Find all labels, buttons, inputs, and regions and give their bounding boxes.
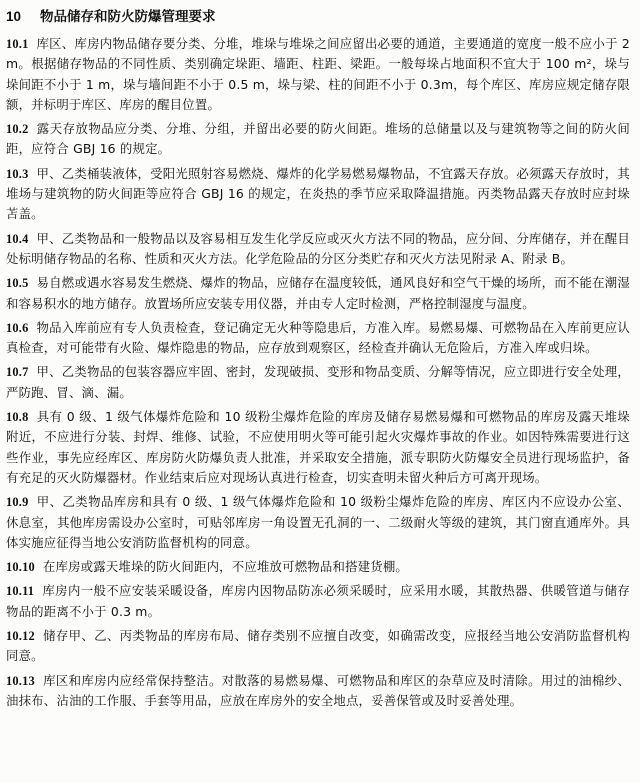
clause-text: 易自燃或遇水容易发生燃烧、爆炸的物品，应储存在温度较低，通风良好和空气干燥的场所，而不能在潮湿和容易积水的地方储存。放置场所应安装专用仪器，并由专人定时检测，严格控制湿度与温度。 [6,275,630,311]
clause-text: 甲、乙类物品库房和具有 0 级、1 级气体爆炸危险和 10 级粉尘爆炸危险的库房、库区内不应设办公室、休息室，其他库房需设办公室时，可贴邻库房一角设置无孔洞的一、二级耐火等级的建筑，其门窗直通库外。具体实施应征得当地公安消防监督机构的同意。 [6,494,630,550]
clause-paragraph [6,119,630,160]
clause-number: 10.3 [6,166,29,181]
clause-paragraph [6,492,630,553]
clause-paragraph [6,318,630,359]
clause-number: 10.8 [6,410,29,425]
clause-paragraph [6,626,630,667]
section-title: 物品储存和防火防爆管理要求 [40,9,216,25]
clause-number: 10.9 [6,495,29,510]
clause-paragraph [6,34,630,115]
clause-text: 储存甲、乙、丙类物品的库房布局、储存类别不应擅自改变，如确需改变，应报经当地公安消防监督机构同意。 [6,628,630,664]
clause-text: 物品入库前应有专人负责检查，登记确定无火种等隐患后，方准入库。易燃易爆、可燃物品在入库前更应认真检查，对可能带有火险、爆炸隐患的物品，应存放到观察区，经检查并确认无危险后，方准入库或归垛。 [6,319,630,356]
clause-number: 10.6 [6,320,29,335]
clause-text: 露天存放物品应分类、分堆、分组，并留出必要的防火间距。堆场的总储量以及与建筑物等之间的防火间距，应符合 GBJ 16 的规定。 [6,121,630,157]
section-number: 10 [6,9,22,24]
clause-text: 库区、库房内物品储存要分类、分堆，堆垛与堆垛之间应留出必要的通道，主要通道的宽度一般不应小于 2 m。根据储存物品的不同性质、类别确定垛距、墙距、柱距、梁距。一般每垛占地面积不宜大于 100 m²，垛与垛间距不小于 1 m，垛与墙间距不小于 0.5 m，垛与梁、柱的间距不小于 0.3m，每个库区、库房应规定储存限额，并标明于库区、库房的醒目位置。 [6,36,630,112]
clause-text: 甲、乙类物品的包装容器应牢固、密封，发现破损、变形和物品变质、分解等情况，应立即进行安全处理，严防跑、冒、滴、漏。 [6,364,630,400]
clause-number: 10.11 [6,584,35,599]
clause-text: 甲、乙类物品和一般物品以及容易相互发生化学反应或灭火方法不同的物品，应分间、分库储存，并在醒目处标明储存物品的名称、性质和灭火方法。化学危险品的分区分类贮存和灭火方法见附录 A、附录 B。 [6,230,630,266]
clause-number: 10.12 [6,629,35,644]
clause-paragraph [6,229,630,270]
clause-number: 10.13 [6,673,35,688]
section-heading [6,6,630,28]
clause-number: 10.4 [6,231,29,246]
clause-text: 在库房或露天堆垛的防火间距内，不应堆放可燃物品和搭建货棚。 [42,559,409,575]
clause-paragraph [6,273,630,314]
clause-text: 甲、乙类桶装液体，受阳光照射容易燃烧、爆炸的化学易燃易爆物品，不宜露天存放。必须露天存放时，其堆场与建筑物的防火间距等应符合 GBJ 16 的规定，在炎热的季节应采取降温措施。丙类物品露天存放时应封垛苫盖。 [6,165,630,222]
clause-text: 库区和库房内应经常保持整洁。对散落的易燃易爆、可燃物品和库区的杂草应及时清除。用过的油棉纱、油抹布、沾油的工作服、手套等用品，应放在库房外的安全地点，妥善保管或及时妥善处理。 [6,672,630,708]
clause-text: 具有 0 级、1 级气体爆炸危险和 10 级粉尘爆炸危险的库房及储存易燃易爆和可燃物品的库房及露天堆垛附近，不应进行分装、封焊、维修、试验，不应使用明火等可能引起火灾爆炸事故的作业。如因特殊需要进行这些作业，事先应经库区、库房防火防爆负责人批准，并采取安全措施，派专职防火防爆安全员进行现场监护，备有充足的灭火防爆器材。作业结束后应对现场认真进行检查，切实查明未留火种后方可离开现场。 [6,409,630,485]
clause-paragraph [6,557,630,577]
clause-paragraph [6,581,630,622]
clause-number: 10.2 [6,122,29,137]
paragraph-list [6,34,630,711]
clause-number: 10.10 [6,560,35,575]
clause-number: 10.7 [6,365,29,380]
clause-number: 10.1 [6,37,29,51]
clause-paragraph [6,164,630,225]
clause-text: 库房内一般不应安装采暖设备，库房内因物品防冻必须采暖时，应采用水暖，其散热器、供暖管道与储存物品的距离不小于 0.3 m。 [6,583,630,619]
clause-paragraph [6,407,630,488]
clause-paragraph [6,671,630,712]
clause-paragraph [6,362,630,403]
clause-number: 10.5 [6,276,29,291]
